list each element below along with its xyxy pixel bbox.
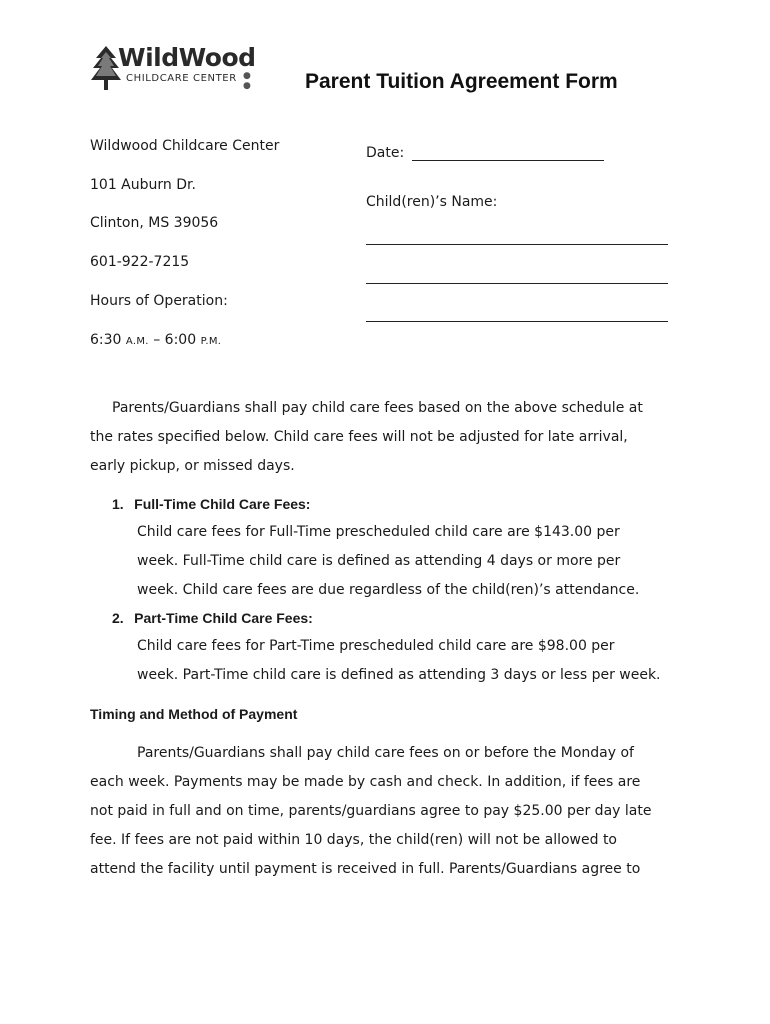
intro-line: early pickup, or missed days. xyxy=(90,458,295,474)
wildwood-logo xyxy=(90,44,260,92)
hours-label: Hours of Operation: xyxy=(90,293,228,309)
fee-item-title: Full-Time Child Care Fees: xyxy=(134,496,311,512)
intro-line: the rates specified below. Child care fees will not be adjusted for late arrival, xyxy=(90,429,628,445)
am-label: A.M. xyxy=(125,336,149,347)
intro-line: Parents/Guardians shall pay child care fees based on the above schedule at xyxy=(112,400,643,416)
logo-wordmark: WildWood xyxy=(118,43,256,72)
payment-paragraph xyxy=(90,739,690,884)
fee-item-title: Part-Time Child Care Fees: xyxy=(134,610,313,626)
fee-line: Child care fees for Full-Time prescheduled child care are $143.00 per xyxy=(137,524,620,540)
logo-subtitle: CHILDCARE CENTER xyxy=(126,73,237,84)
fee-item-body xyxy=(137,518,697,605)
phone-number: 601-922-7215 xyxy=(90,254,190,270)
street-address: 101 Auburn Dr. xyxy=(90,177,196,193)
fee-line: week. Child care fees are due regardless of the child(ren)’s attendance. xyxy=(137,582,640,598)
hours-open: 6:30 xyxy=(90,332,122,348)
child-name-field-3[interactable] xyxy=(366,321,668,322)
fee-line: week. Full-Time child care is defined as attending 4 days or more per xyxy=(137,553,621,569)
date-label: Date: xyxy=(366,145,405,161)
fee-line: week. Part-Time child care is defined as attending 3 days or less per week. xyxy=(137,667,661,683)
city-state-zip: Clinton, MS 39056 xyxy=(90,215,219,231)
payment-heading: Timing and Method of Payment xyxy=(90,706,298,722)
payment-line: Parents/Guardians shall pay child care fees on or before the Monday of xyxy=(137,745,634,761)
hours-dash: – xyxy=(153,332,161,348)
date-field[interactable] xyxy=(412,160,604,161)
fee-item-heading xyxy=(112,490,310,518)
fee-line: Child care fees for Part-Time prescheduled child care are $98.00 per xyxy=(137,638,615,654)
payment-line: not paid in full and on time, parents/guardians agree to pay $25.00 per day late xyxy=(90,803,652,819)
paw-prints-icon: ● ● xyxy=(243,71,251,91)
intro-paragraph xyxy=(90,394,690,481)
hours-value xyxy=(90,331,221,351)
hours-close: 6:00 xyxy=(164,332,197,348)
center-name: Wildwood Childcare Center xyxy=(90,138,280,154)
payment-line: each week. Payments may be made by cash and check. In addition, if fees are xyxy=(90,774,641,790)
children-name-label: Child(ren)’s Name: xyxy=(366,194,498,210)
payment-line: fee. If fees are not paid within 10 days, the child(ren) will not be allowed to xyxy=(90,832,617,848)
fee-item-body xyxy=(137,632,697,690)
pm-label: P.M. xyxy=(200,336,222,347)
payment-line: attend the facility until payment is received in full. Parents/Guardians agree to xyxy=(90,861,641,877)
child-name-field-1[interactable] xyxy=(366,244,668,245)
form-title: Parent Tuition Agreement Form xyxy=(305,70,618,93)
fee-item-number: 1. xyxy=(112,496,124,512)
fee-item-heading xyxy=(112,604,313,632)
fee-item-number: 2. xyxy=(112,610,124,626)
child-name-field-2[interactable] xyxy=(366,283,668,284)
